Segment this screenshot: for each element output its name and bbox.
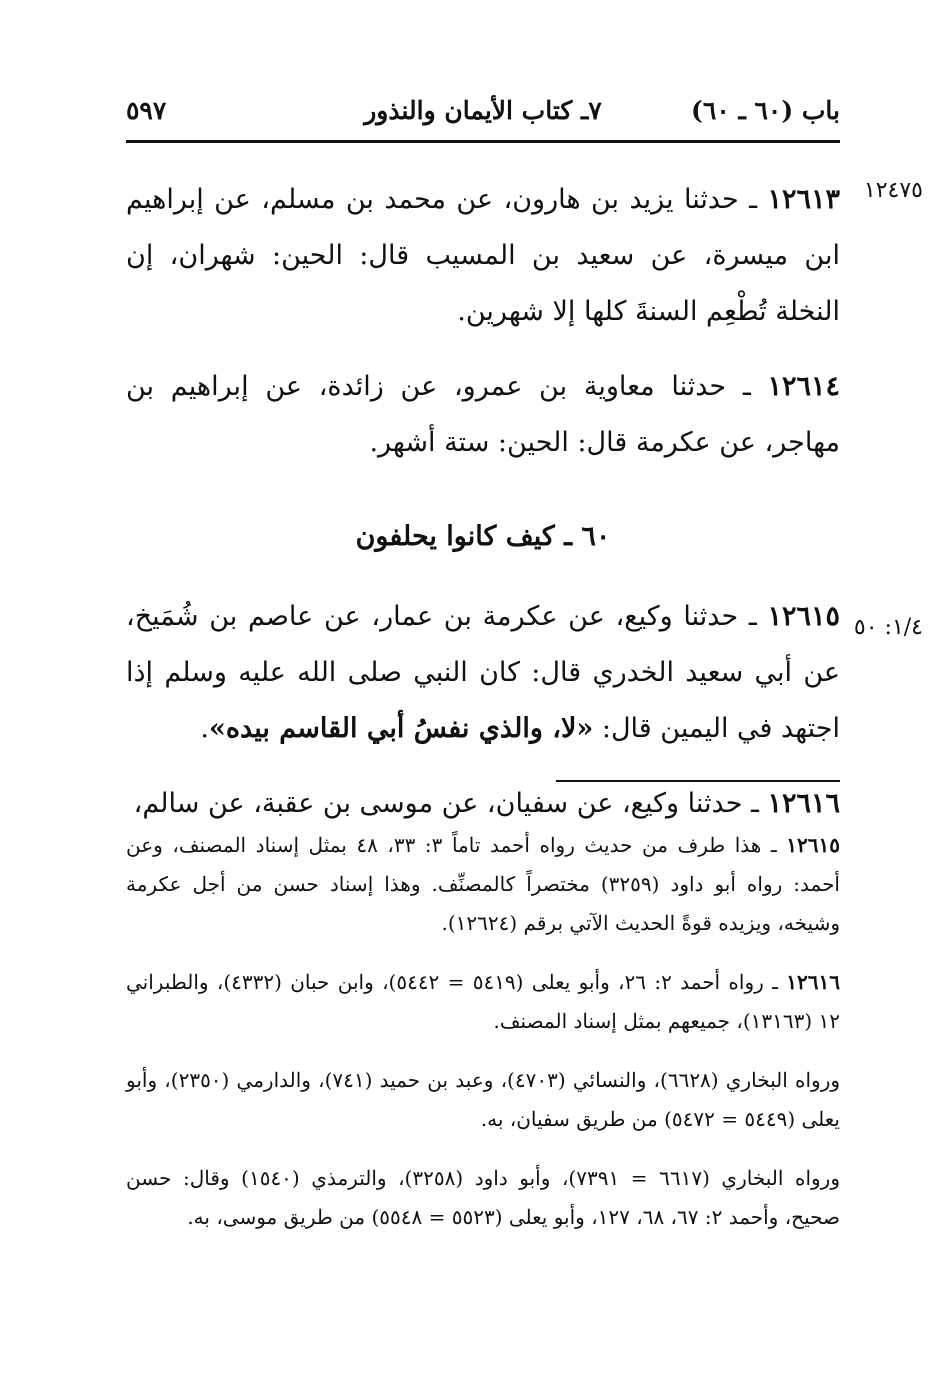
hadith-paragraph-3 xyxy=(126,589,840,757)
hadith-text: ـ حدثنا معاوية بن عمرو، عن زائدة، عن إبراهيم بن مهاجر، عن عكرمة قال: الحين: ستة أشهر. xyxy=(126,371,840,458)
hadith-paragraph-2 xyxy=(126,359,840,471)
footnote-3 xyxy=(126,1061,840,1139)
margin-reference-2: ١/٤: ٥٠ xyxy=(853,615,923,640)
hadith-text-end: . xyxy=(200,713,210,744)
footnote-2 xyxy=(126,963,840,1041)
book-title: ٧ـ كتاب الأيمان والنذور xyxy=(364,96,602,125)
hadith-quote: «لا، والذي نفسُ أبي القاسم بيده» xyxy=(209,713,594,744)
footnote-number: ١٢٦١٥ xyxy=(786,833,840,857)
hadith-paragraph-4 xyxy=(126,776,840,832)
footnote-text: ـ هذا طرف من حديث رواه أحمد تاماً ٣: ٣٣، ٤٨ بمثل إسناد المصنف، وعن أحمد: رواه أبو داود (٣٢٥٩) مختصراً كالمصنِّف. وهذا إسناد حسن من أجل عكرمة وشيخه، ويزيده قوةً الحديث الآتي برقم (١٢٦٢٤). xyxy=(126,833,840,935)
footnote-4 xyxy=(126,1159,840,1237)
main-text xyxy=(126,172,840,851)
footnote-1 xyxy=(126,826,840,943)
hadith-number: ١٢٦١٤ xyxy=(767,371,840,402)
footnote-divider xyxy=(556,780,840,782)
page-number: ٥٩٧ xyxy=(126,96,167,125)
hadith-text: ـ حدثنا يزيد بن هارون، عن محمد بن مسلم، عن إبراهيم ابن ميسرة، عن سعيد بن المسيب قال: الحين: شهران، إن النخلة تُطْعِم السنةَ كلها إلا شهرين. xyxy=(126,184,840,327)
header-divider xyxy=(126,140,840,143)
footnote-number: ١٢٦١٦ xyxy=(786,970,840,994)
hadith-text: ـ حدثنا وكيع، عن سفيان، عن موسى بن عقبة، عن سالم، xyxy=(133,788,768,819)
hadith-number: ١٢٦١٥ xyxy=(767,601,840,632)
hadith-number: ١٢٦١٦ xyxy=(767,788,840,819)
footnote-text: ورواه البخاري (٦٦١٧ = ٧٣٩١)، وأبو داود (٣٢٥٨)، والترمذي (١٥٤٠) وقال: حسن صحيح، وأحمد ٢: ٦٧، ٦٨، ١٢٧، وأبو يعلى (٥٥٢٣ = ٥٥٤٨) من طريق موسى، به. xyxy=(126,1166,841,1229)
page-header xyxy=(126,96,840,136)
hadith-text: ـ حدثنا وكيع، عن عكرمة بن عمار، عن عاصم بن شُمَيخ، عن أبي سعيد الخدري قال: كان النبي صلى الله عليه وسلم إذا اجتهد في اليمين قال: xyxy=(126,601,840,744)
chapter-label: باب (٦٠ ـ ٦٠) xyxy=(691,96,840,125)
hadith-number: ١٢٦١٣ xyxy=(767,184,840,215)
hadith-paragraph-1 xyxy=(126,172,840,340)
footnote-text: ـ رواه أحمد ٢: ٢٦، وأبو يعلى (٥٤١٩ = ٥٤٤٢)، وابن حبان (٤٣٣٢)، والطبراني ١٢ (١٣١٦٣)، جميعهم بمثل إسناد المصنف. xyxy=(126,970,840,1033)
footnote-text: ورواه البخاري (٦٦٢٨)، والنسائي (٤٧٠٣)، وعبد بن حميد (٧٤١)، والدارمي (٢٣٥٠)، وأبو يعلى (٥٤٤٩ = ٥٤٧٢) من طريق سفيان، به. xyxy=(126,1068,841,1131)
footnotes xyxy=(126,826,840,1257)
section-heading: ٦٠ ـ كيف كانوا يحلفون xyxy=(355,521,611,552)
margin-reference-1: ١٢٤٧٥ xyxy=(863,178,923,203)
